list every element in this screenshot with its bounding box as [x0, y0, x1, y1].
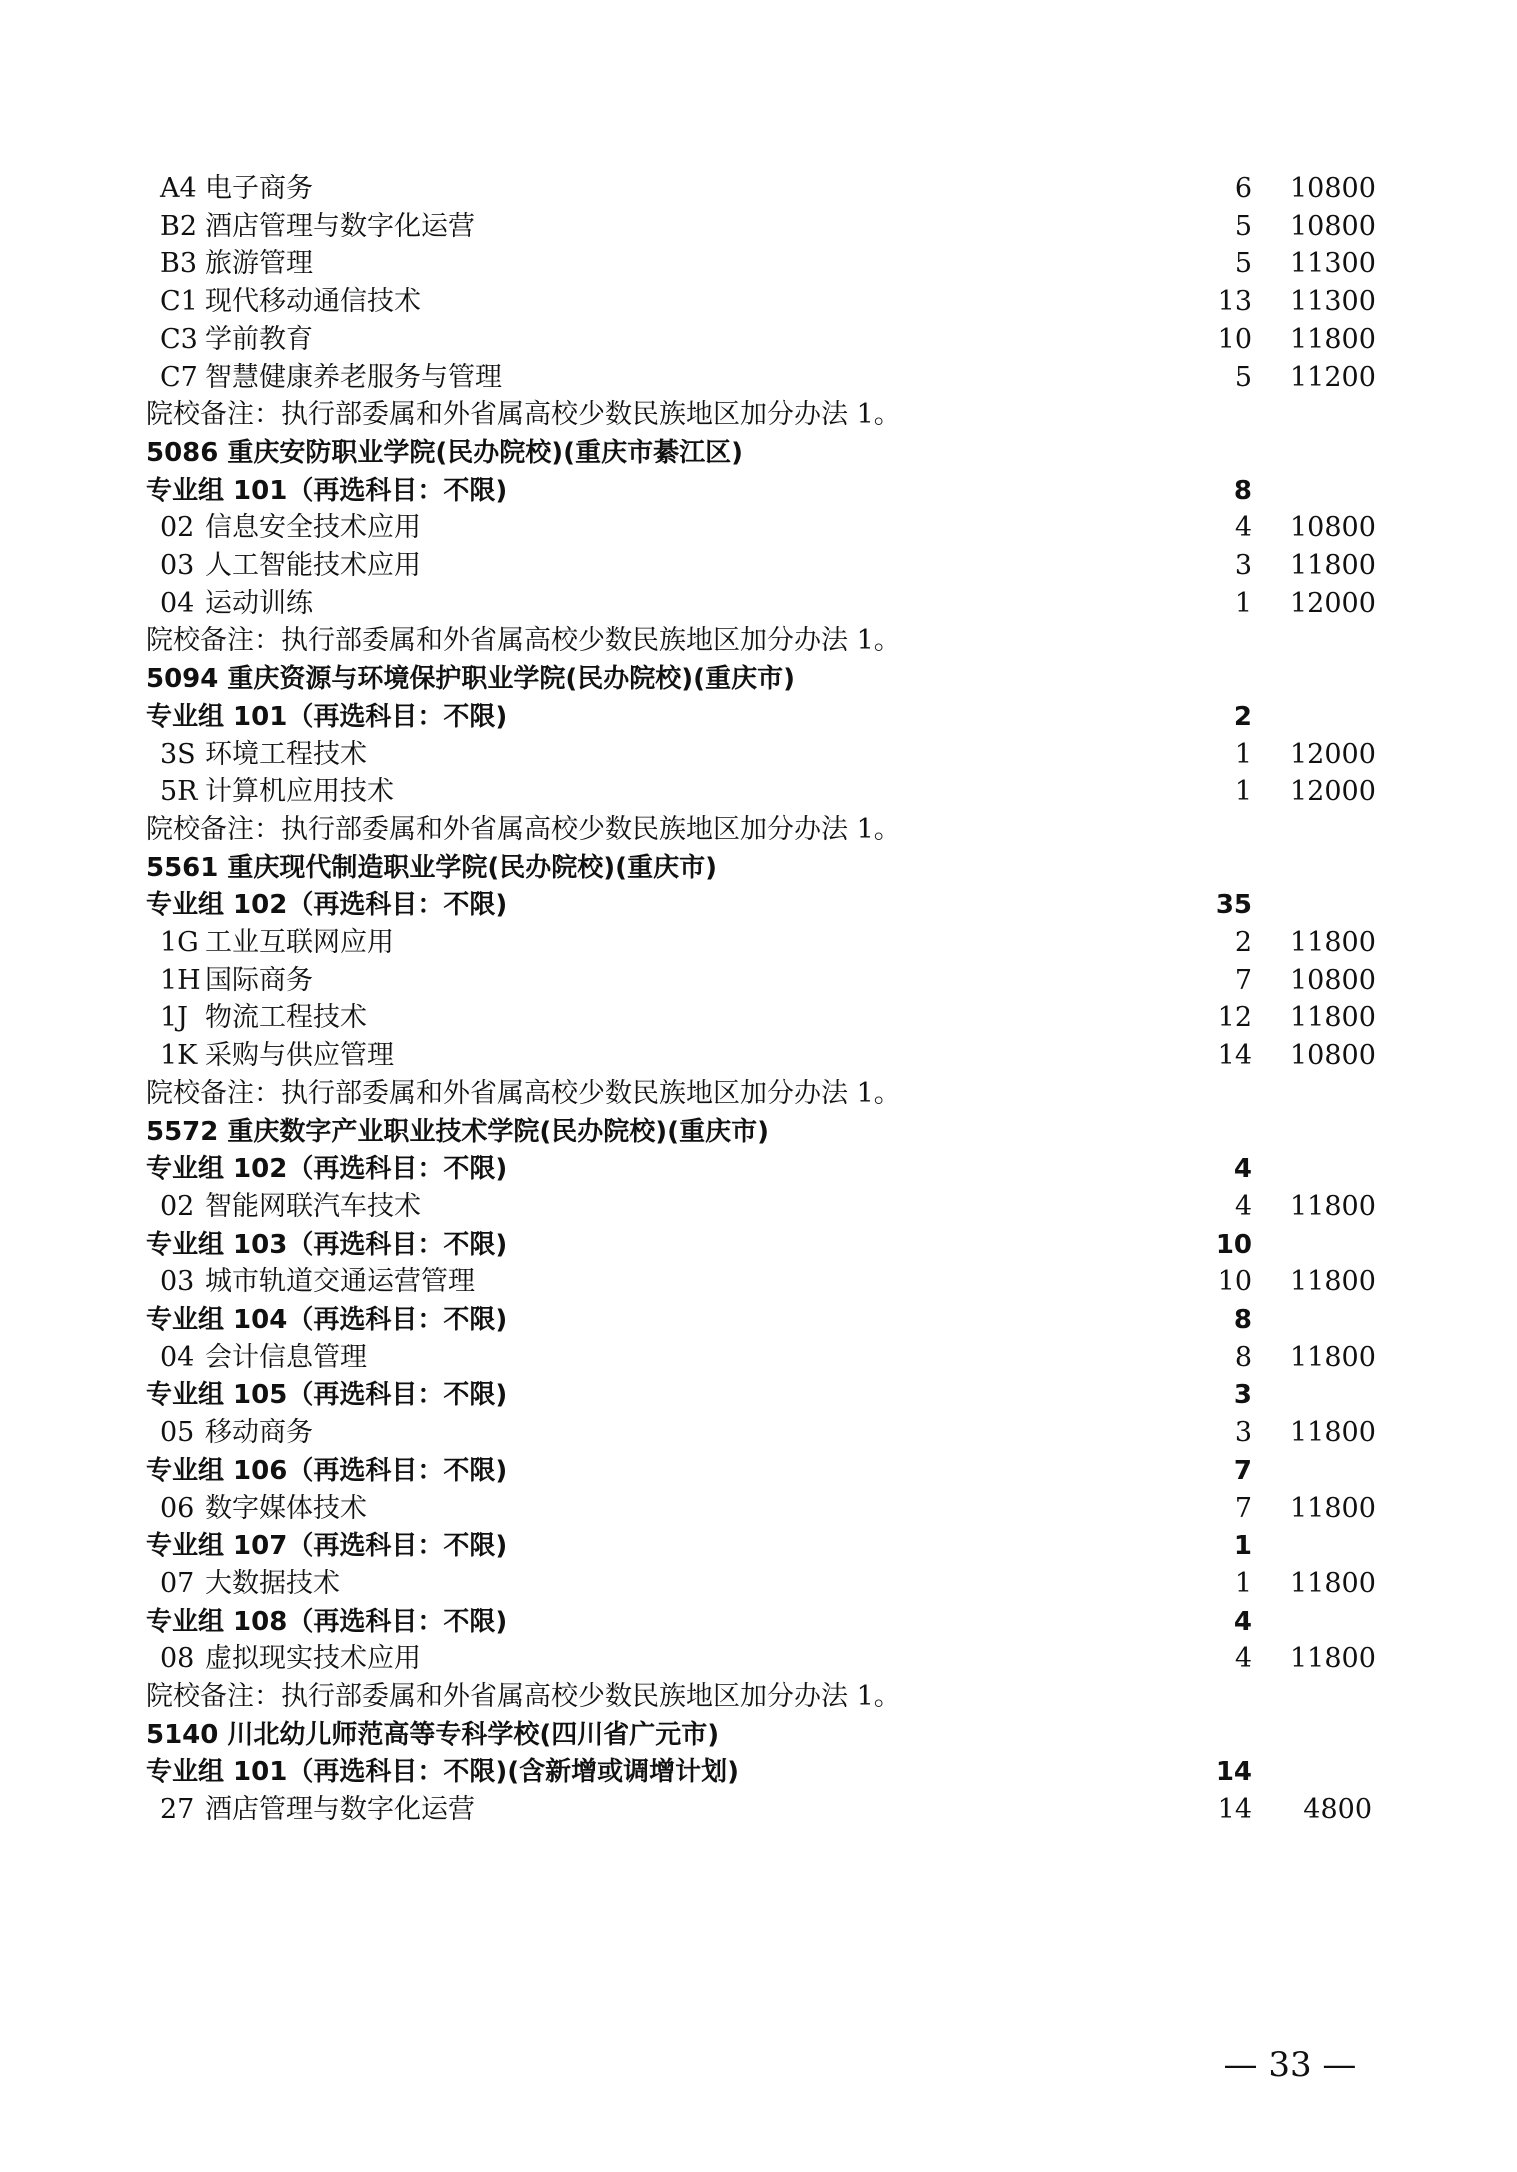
major-row [0, 585, 1517, 623]
group-count: 35 [1215, 890, 1252, 921]
tuition-fee: 12000 [1290, 776, 1376, 808]
tuition-fee: 10800 [1290, 964, 1376, 996]
tuition-fee: 12000 [1290, 587, 1376, 619]
major-code: 03 [160, 1266, 195, 1298]
school-name: 5086 重庆安防职业学院(民办院校)(重庆市綦江区) [146, 437, 743, 468]
plan-count: 1 [1234, 776, 1252, 808]
plan-count: 13 [1217, 286, 1252, 318]
tuition-fee: 11800 [1290, 1643, 1376, 1675]
major-row [0, 1339, 1517, 1377]
plan-count: 6 [1234, 173, 1252, 204]
plan-count: 14 [1217, 1040, 1252, 1072]
major-code: 04 [160, 587, 195, 619]
group-name: 专业组 101（再选科目：不限) [146, 701, 508, 732]
major-row [0, 283, 1517, 321]
major-code: 5R [160, 776, 198, 808]
major-row [0, 321, 1517, 359]
remark-text: 院校备注：执行部委属和外省属高校少数民族地区加分办法 1。 [146, 625, 901, 657]
school-remark [0, 622, 1517, 660]
plan-count: 7 [1234, 1492, 1252, 1524]
major-code: 08 [160, 1643, 195, 1675]
major-name: 大数据技术 [205, 1567, 340, 1599]
plan-count: 5 [1234, 210, 1252, 242]
school-remark [0, 396, 1517, 434]
tuition-fee: 11800 [1290, 1190, 1376, 1222]
school-remark [0, 1075, 1517, 1113]
major-name: 工业互联网应用 [205, 927, 394, 958]
plan-count: 1 [1234, 1567, 1252, 1599]
major-name: 会计信息管理 [205, 1341, 367, 1373]
major-row [0, 773, 1517, 811]
group-name: 专业组 102（再选科目：不限) [146, 890, 508, 921]
group-count: 2 [1233, 701, 1252, 732]
major-name: 物流工程技术 [205, 1002, 367, 1034]
plan-count: 4 [1234, 1643, 1252, 1675]
major-code: B3 [160, 248, 198, 280]
tuition-fee: 10800 [1290, 1040, 1376, 1072]
school-header [0, 1113, 1517, 1151]
major-row [0, 1263, 1517, 1301]
plan-count: 7 [1234, 964, 1252, 996]
major-group-header [0, 1376, 1517, 1414]
school-remark [0, 811, 1517, 849]
school-header [0, 849, 1517, 887]
remark-text: 院校备注：执行部委属和外省属高校少数民族地区加分办法 1。 [146, 399, 901, 431]
group-name: 专业组 103（再选科目：不限) [146, 1229, 508, 1260]
tuition-fee: 12000 [1290, 738, 1376, 770]
major-name: 旅游管理 [205, 248, 313, 280]
tuition-fee: 11800 [1290, 323, 1376, 355]
group-count: 14 [1215, 1757, 1252, 1788]
tuition-fee: 11200 [1290, 361, 1376, 393]
remark-text: 院校备注：执行部委属和外省属高校少数民族地区加分办法 1。 [146, 1077, 901, 1109]
major-name: 环境工程技术 [205, 738, 367, 770]
plan-count: 2 [1234, 927, 1252, 958]
tuition-fee: 11300 [1290, 248, 1376, 280]
tuition-fee: 11800 [1290, 1341, 1376, 1373]
group-count: 4 [1233, 1606, 1252, 1637]
major-code: C1 [160, 286, 198, 318]
plan-count: 10 [1217, 323, 1252, 355]
major-code: 1H [160, 964, 201, 996]
major-name: 数字媒体技术 [205, 1492, 367, 1524]
major-name: 酒店管理与数字化运营 [205, 210, 475, 242]
plan-count: 3 [1234, 550, 1252, 581]
major-name: 智慧健康养老服务与管理 [205, 361, 502, 393]
plan-count: 1 [1234, 587, 1252, 619]
school-name: 5094 重庆资源与环境保护职业学院(民办院校)(重庆市) [146, 664, 795, 695]
major-group-header [0, 472, 1517, 510]
major-name: 电子商务 [205, 173, 313, 204]
tuition-fee: 10800 [1290, 173, 1376, 204]
group-name: 专业组 106（再选科目：不限) [146, 1455, 508, 1486]
major-code: 07 [160, 1567, 195, 1599]
major-group-header [0, 1226, 1517, 1264]
school-header [0, 434, 1517, 472]
major-group-header [0, 1150, 1517, 1188]
major-row [0, 1188, 1517, 1226]
major-name: 学前教育 [205, 323, 313, 355]
major-code: B2 [160, 210, 198, 242]
major-code: 1J [160, 1002, 189, 1034]
major-code: 1K [160, 1040, 198, 1072]
major-code: 3S [160, 738, 196, 770]
tuition-fee: 11800 [1290, 1567, 1376, 1599]
major-row [0, 1640, 1517, 1678]
plan-count: 1 [1234, 738, 1252, 770]
major-row [0, 245, 1517, 283]
school-remark [0, 1678, 1517, 1716]
major-row [0, 1037, 1517, 1075]
major-group-header [0, 1527, 1517, 1565]
tuition-fee: 11800 [1290, 550, 1376, 581]
tuition-fee: 11800 [1290, 927, 1376, 958]
major-code: C7 [160, 361, 198, 393]
tuition-fee: 4800 [1303, 1794, 1372, 1826]
group-name: 专业组 101（再选科目：不限)(含新增或调增计划) [146, 1757, 739, 1788]
group-count: 4 [1233, 1154, 1252, 1185]
group-name: 专业组 108（再选科目：不限) [146, 1606, 508, 1637]
major-group-header [0, 1753, 1517, 1791]
major-row [0, 962, 1517, 1000]
plan-count: 5 [1234, 248, 1252, 280]
major-name: 国际商务 [205, 964, 313, 996]
major-row [0, 208, 1517, 246]
plan-count: 8 [1234, 1341, 1252, 1373]
page-number: — 33 — [1223, 2045, 1357, 2085]
group-count: 3 [1233, 1380, 1252, 1411]
major-row [0, 547, 1517, 585]
major-name: 运动训练 [205, 587, 313, 619]
major-row [0, 1791, 1517, 1829]
plan-count: 12 [1217, 1002, 1252, 1034]
major-name: 人工智能技术应用 [205, 550, 421, 581]
remark-text: 院校备注：执行部委属和外省属高校少数民族地区加分办法 1。 [146, 1681, 901, 1712]
major-group-header [0, 1301, 1517, 1339]
major-row [0, 1414, 1517, 1452]
school-name: 5140 川北幼儿师范高等专科学校(四川省广元市) [146, 1719, 720, 1750]
major-code: 05 [160, 1417, 195, 1449]
major-code: 27 [160, 1794, 195, 1826]
tuition-fee: 11300 [1290, 286, 1376, 318]
group-name: 专业组 107（再选科目：不限) [146, 1531, 508, 1562]
major-row [0, 359, 1517, 397]
major-code: A4 [160, 173, 197, 204]
major-name: 移动商务 [205, 1417, 313, 1449]
tuition-fee: 11800 [1290, 1492, 1376, 1524]
plan-count: 4 [1234, 1190, 1252, 1222]
plan-count: 5 [1234, 361, 1252, 393]
major-name: 现代移动通信技术 [205, 286, 421, 318]
group-name: 专业组 102（再选科目：不限) [146, 1154, 508, 1185]
group-name: 专业组 101（再选科目：不限) [146, 475, 508, 506]
major-code: 1G [160, 927, 199, 958]
group-count: 8 [1233, 1305, 1252, 1335]
major-group-header [0, 886, 1517, 924]
school-name: 5572 重庆数字产业职业技术学院(民办院校)(重庆市) [146, 1116, 769, 1147]
major-name: 计算机应用技术 [205, 776, 394, 808]
major-name: 酒店管理与数字化运营 [205, 1794, 475, 1826]
group-name: 专业组 104（再选科目：不限) [146, 1305, 508, 1335]
group-name: 专业组 105（再选科目：不限) [146, 1380, 508, 1411]
major-name: 智能网联汽车技术 [205, 1190, 421, 1222]
tuition-fee: 11800 [1290, 1417, 1376, 1449]
major-row [0, 509, 1517, 547]
plan-count: 3 [1234, 1417, 1252, 1449]
group-count: 1 [1233, 1531, 1252, 1562]
major-row [0, 1490, 1517, 1528]
tuition-fee: 10800 [1290, 512, 1376, 544]
major-row [0, 924, 1517, 962]
major-code: 06 [160, 1492, 195, 1524]
major-name: 采购与供应管理 [205, 1040, 394, 1072]
major-group-header [0, 1452, 1517, 1490]
major-row [0, 999, 1517, 1037]
major-name: 虚拟现实技术应用 [205, 1643, 421, 1675]
school-header [0, 1716, 1517, 1754]
major-row [0, 170, 1517, 208]
tuition-fee: 11800 [1290, 1002, 1376, 1034]
group-count: 10 [1215, 1229, 1252, 1260]
school-name: 5561 重庆现代制造职业学院(民办院校)(重庆市) [146, 852, 717, 883]
remark-text: 院校备注：执行部委属和外省属高校少数民族地区加分办法 1。 [146, 813, 901, 845]
major-group-header [0, 698, 1517, 736]
major-group-header [0, 1603, 1517, 1641]
major-name: 城市轨道交通运营管理 [205, 1266, 475, 1298]
major-code: 03 [160, 550, 195, 581]
major-code: 04 [160, 1341, 195, 1373]
major-row [0, 736, 1517, 774]
major-code: C3 [160, 323, 198, 355]
school-header [0, 660, 1517, 698]
group-count: 8 [1233, 475, 1252, 506]
tuition-fee: 11800 [1290, 1266, 1376, 1298]
major-name: 信息安全技术应用 [205, 512, 421, 544]
plan-count: 14 [1217, 1794, 1252, 1826]
major-code: 02 [160, 512, 195, 544]
major-code: 02 [160, 1190, 195, 1222]
plan-count: 4 [1234, 512, 1252, 544]
tuition-fee: 10800 [1290, 210, 1376, 242]
plan-count: 10 [1217, 1266, 1252, 1298]
major-row [0, 1565, 1517, 1603]
group-count: 7 [1233, 1455, 1252, 1486]
